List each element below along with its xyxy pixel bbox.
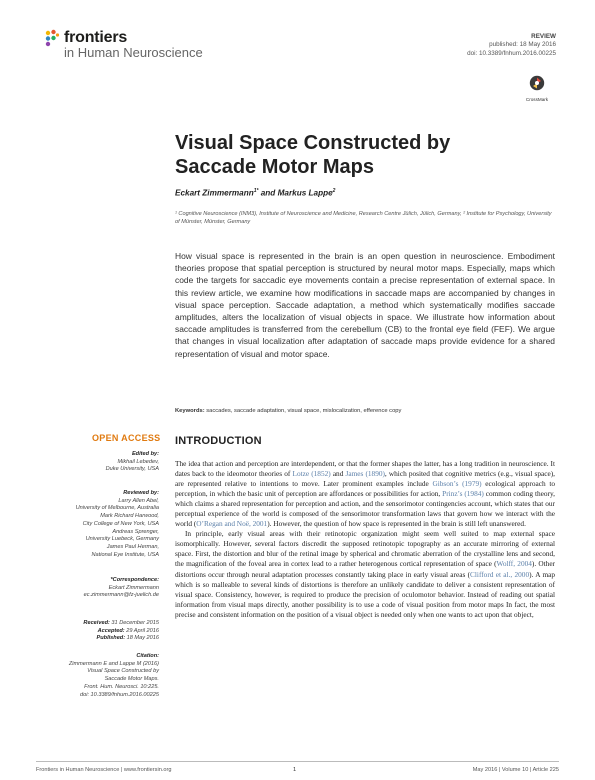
reviewer-line: City College of New York, USA <box>82 520 159 527</box>
citation-block <box>69 653 159 699</box>
crossmark-icon <box>529 75 545 91</box>
text-run: In principle, early visual areas with their retinotopic organization might seem well suited to map external space isomorphically. However, several factors discredit the supposed retinotopic topography as an accurate mirroring of external space. First, the distortion and blur of the retinal image by spherical and chromatic aberration of the crystalline lens and second, the magnification of the foveal area in cortex lead to a rather heterogenous cortical representation of space ( <box>175 529 555 569</box>
affiliations: ¹ Cognitive Neuroscience (INM3), Institute of Neuroscience and Medicine, Research Centre Jülich, Jülich, Germany, ² Institute for Psychology, University of Münster, Münster, Germany <box>175 211 552 225</box>
text-run: and <box>330 469 346 479</box>
footer-journal[interactable]: Frontiers in Human Neuroscience | www.frontiersin.org <box>36 767 172 773</box>
keywords-label: Keywords: <box>175 408 205 414</box>
article-meta <box>467 33 556 58</box>
frontiers-logo-icon <box>44 28 60 48</box>
text-run: ). However, the question of how space is represented in the brain is still left unanswered. <box>267 519 526 529</box>
correspondence-block <box>84 577 159 600</box>
page-number: 1 <box>293 767 297 773</box>
citation-link[interactable]: Gibson’s (1979) <box>432 479 482 489</box>
reviewer-line: University Luebeck, Germany <box>85 536 159 543</box>
citation-line: Saccade Motor Maps. <box>104 676 159 683</box>
published-date: published: 18 May 2016 <box>489 41 556 49</box>
body-text <box>175 459 555 620</box>
crossmark-label: CrossMark <box>525 97 549 102</box>
citation-link[interactable]: Lotze (1852) <box>292 469 331 479</box>
citation-label: Citation: <box>136 653 159 659</box>
keywords <box>175 408 555 414</box>
citation-link[interactable]: O’Regan and Noë, 2001 <box>196 519 268 529</box>
citation-link[interactable]: Prinz’s (1984) <box>442 489 484 499</box>
reviewer-line[interactable]: James Paul Herman, <box>106 543 159 550</box>
journal-brand-subtitle[interactable]: in Human Neuroscience <box>64 45 203 60</box>
footer-issue: May 2016 | Volume 10 | Article 225 <box>472 767 559 773</box>
text-run: ). Other distortions occur through neural adaptation processes constantly taking place in early visual areas ( <box>175 559 555 579</box>
received-label: Received: <box>83 620 110 626</box>
author-1-sup: 1* <box>253 188 259 194</box>
published-label: Published: <box>96 635 126 642</box>
article-type: REVIEW <box>531 33 556 40</box>
journal-brand-name[interactable]: frontiers <box>64 29 128 46</box>
accepted-label: Accepted: <box>97 627 125 634</box>
reviewer-line[interactable]: Andreas Sprenger, <box>112 528 159 535</box>
abstract: How visual space is represented in the brain is an open question in neuroscience. Embodiment theories propose that spatial perception is structured by neural motor maps. Especially, maps which code the targets for saccadic eye movements contain a precise representation of external space. In this review article, we examine how modifications in saccade maps are accompanied by changes in visual space perception. Saccade adaptation, a method which systematically modifies saccade amplitudes, alters the localization of visual objects in space. We illustrate how information about saccade amplitudes is transferred from the cerebellum (CB) to the frontal eye field (FEF). We argue that changes in visual localization after adaptation of saccade maps provide evidence for a shared representation of visual and motor space. <box>175 251 555 359</box>
article-title <box>175 131 555 179</box>
text-run: ). A map which is so malleable to several kinds of distortions is therefore an unlikely candidate to deliver a consistent representation of visual space. Consistency, however, is required to produce the precision of oculomotor behavior. Instead of reading out spatial information from visual maps directly, another possibility is to use a code of visual position from motor maps In fact, the most precise and consistent information on the position of a visual object is needed only when one wants to act upon that object, <box>175 569 556 619</box>
crossmark-badge[interactable] <box>519 75 555 102</box>
reviewed-by-block <box>76 490 159 559</box>
correspondence-email[interactable]: ec.zimmermann@fz-juelich.de <box>83 592 159 599</box>
author-1[interactable]: Eckart Zimmermann <box>175 188 254 198</box>
author-2-sup: 2 <box>332 188 336 194</box>
author-list <box>175 188 335 198</box>
citation-doi[interactable]: doi: 10.3389/fnhum.2016.00225 <box>79 691 159 698</box>
reviewed-by-label: Reviewed by: <box>123 490 159 496</box>
paragraph <box>175 529 555 619</box>
author-2[interactable]: and Markus Lappe <box>258 188 333 198</box>
text-run: The idea that action and perception are interdependent, or that the former shapes the latter, has a long tradition in neuroscience. It dates back to the ideomotor theories of <box>175 459 555 479</box>
citation-line: Zimmermann E and Lappe M (2016) <box>68 660 159 667</box>
citation-link[interactable]: Clifford et al., 2000 <box>470 569 530 579</box>
text-run: , which posited that cognitive metrics (e.g., visual space), are represented relative to intentions to move. Later prominent examples include <box>175 469 555 489</box>
correspondence-label: *Correspondence: <box>110 577 159 583</box>
edited-by-label: Edited by: <box>131 451 159 457</box>
title-line-1: Visual Space Constructed by <box>175 132 451 154</box>
keywords-list: saccades, saccade adaptation, visual space, mislocalization, efference copy <box>206 408 402 414</box>
editor-name[interactable]: Mikhail Lebedev, <box>117 458 159 465</box>
text-run: ecological approach to perception, in which the basic unit of perception are affordances or possibilities for action, <box>175 479 555 499</box>
reviewer-line: University of Melbourne, Australia <box>75 505 159 512</box>
accepted-date: 29 April 2016 <box>126 627 159 634</box>
paragraph <box>175 459 555 529</box>
citation-line: Visual Space Constructed by <box>87 668 159 675</box>
correspondence-name: Eckart Zimmermann <box>108 584 159 591</box>
section-heading-introduction: INTRODUCTION <box>175 435 262 447</box>
reviewer-line[interactable]: Mark Richard Harwood, <box>100 513 159 520</box>
reviewer-line: National Eye Institute, USA <box>91 551 159 558</box>
citation-link[interactable]: Wolff, 2004 <box>496 559 532 569</box>
citation-line: Front. Hum. Neurosci. 10:225. <box>84 683 159 690</box>
reviewer-line[interactable]: Larry Allen Abel, <box>118 497 159 504</box>
citation-link[interactable]: James (1890) <box>345 469 385 479</box>
editor-affiliation: Duke University, USA <box>105 466 159 473</box>
doi[interactable]: doi: 10.3389/fnhum.2016.00225 <box>467 49 556 57</box>
text-run: common coding theory, which claims a shared representation for perception and action, and the sensorimotor contingencies account, which states that our perceptual experience of the world is composed of the sensorimotor transformation laws that govern how we interact with the world ( <box>175 489 555 529</box>
footer-divider <box>36 761 559 762</box>
dates-block <box>83 620 159 643</box>
published-date-sidebar: 18 May 2016 <box>126 635 159 642</box>
edited-by-block <box>106 451 159 474</box>
title-line-2: Saccade Motor Maps <box>175 156 374 178</box>
open-access-label: OPEN ACCESS <box>92 433 161 443</box>
received-date: 31 December 2015 <box>111 620 159 626</box>
